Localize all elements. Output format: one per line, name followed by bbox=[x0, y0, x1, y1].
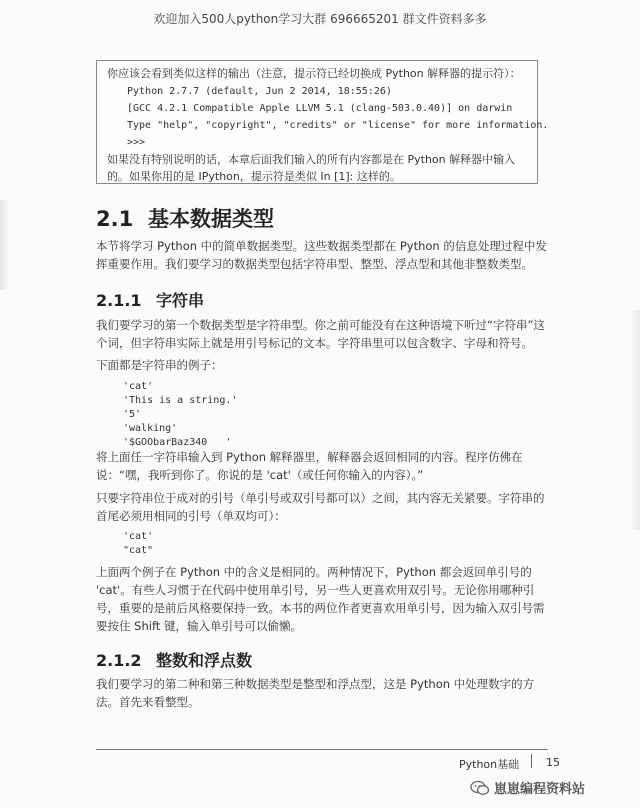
subsection-number: 2.1.2 bbox=[96, 651, 142, 670]
code-line: '5' bbox=[123, 409, 142, 420]
code-line: 'walking' bbox=[123, 423, 178, 434]
page-edge-shadow bbox=[0, 200, 10, 290]
section-intro: 本节将学习 Python 中的简单数据类型。这些数据类型都在 Python 的信息处理过程中发挥重要作用。我们要学习的数据类型包括字符串型、整型、浮点型和其他非整数类型。 bbox=[96, 239, 547, 271]
paragraph: 下面都是字符串的例子： bbox=[96, 358, 223, 372]
code-line: 'cat' bbox=[123, 531, 154, 542]
interpreter-output bbox=[127, 83, 549, 151]
footer-separator bbox=[531, 754, 532, 768]
wechat-icon bbox=[470, 780, 490, 796]
quote-examples bbox=[123, 530, 153, 558]
watermark-text: 崽崽编程资料站 bbox=[494, 782, 586, 797]
paragraph: 只要字符串位于成对的引号（单引号或双引号都可以）之间，其内容无关紧要。字符串的首尾必须用相同的引号（单双均可）： bbox=[96, 491, 545, 523]
code-line: Python 2.7.7 (default, Jun 2 2014, 18:55:26) bbox=[127, 86, 392, 97]
page-edge-shadow-right bbox=[630, 310, 640, 530]
paragraph: 将上面任一字符串输入到 Python 解释器里，解释器会返回相同的内容。程序仿佛在说：“嘿，我听到你了。你说的是 'cat'（或任何你输入的内容）。” bbox=[96, 450, 523, 482]
note-box bbox=[96, 60, 549, 184]
subsection-number: 2.1.1 bbox=[96, 291, 142, 310]
code-line: 'cat' bbox=[123, 381, 154, 392]
paragraph: 我们要学习的第一个数据类型是字符串型。你之前可能没有在这种语境下听过“字符串”这个词，但字符串实际上就是用引号标记的文本。字符串里可以包含数字、字母和符号。 bbox=[96, 318, 545, 350]
code-line: '$GOObarBaz340 ' bbox=[123, 437, 232, 448]
footer-rule bbox=[96, 749, 548, 750]
code-line: >>> bbox=[127, 137, 146, 148]
top-banner: 欢迎加入500人python学习大群 696665201 群文件资料多多 bbox=[153, 12, 487, 26]
subsection-heading-numbers bbox=[96, 648, 252, 671]
subsection-title: 字符串 bbox=[156, 291, 205, 310]
section-number: 2.1 bbox=[96, 207, 134, 231]
code-line: Type "help", "copyright", "credits" or "license" for more information. bbox=[127, 120, 549, 131]
section-title: 基本数据类型 bbox=[148, 207, 274, 231]
subsection-heading-strings bbox=[96, 288, 204, 311]
code-line: [GCC 4.2.1 Compatible Apple LLVM 5.1 (clang-503.0.40)] on darwin bbox=[127, 103, 513, 114]
code-line: "cat" bbox=[123, 545, 154, 556]
string-examples bbox=[123, 380, 237, 450]
section-heading bbox=[96, 203, 274, 233]
note-outro: 如果没有特别说明的话，本章后面我们输入的所有内容都是在 Python 解释器中输入的。如果你用的是 IPython，提示符是类似 In [1]: 这样的。 bbox=[107, 153, 516, 183]
paragraph: 上面两个例子在 Python 中的含义是相同的。两种情况下，Python 都会返回单引号的 'cat'。有些人习惯于在代码中使用单引号，另一些人更喜欢用双引号。无论你用哪种引号，重要的是前后风格要保持一致。本书的两位作者更喜欢用单引号，因为输入双引号需要按住 Shift 键，输入单引号可以偷懒。 bbox=[96, 565, 545, 633]
page-number: 15 bbox=[546, 756, 560, 769]
footer-book-title: Python基础 bbox=[459, 758, 520, 771]
paragraph: 我们要学习的第二种和第三种数据类型是整型和浮点型，这是 Python 中处理数字的方法。首先来看整型。 bbox=[96, 677, 535, 709]
code-line: 'This is a string.' bbox=[123, 395, 238, 406]
subsection-title: 整数和浮点数 bbox=[156, 651, 253, 670]
note-intro: 你应该会看到类似这样的输出（注意，提示符已经切换成 Python 解释器的提示符）： bbox=[107, 67, 521, 80]
watermark bbox=[470, 778, 585, 797]
